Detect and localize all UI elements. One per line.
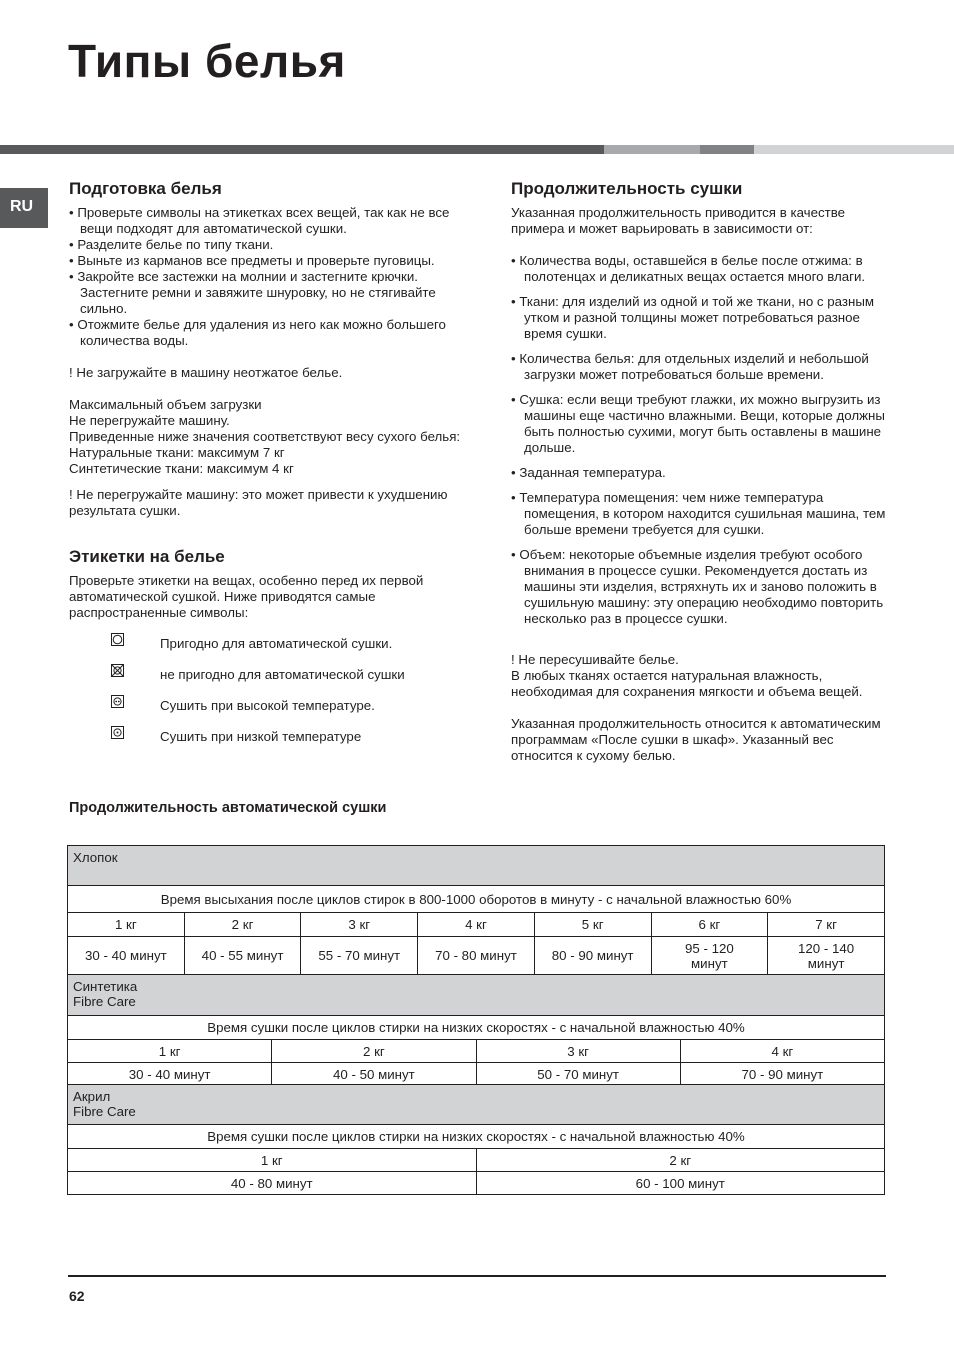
prep-warning: ! Не загружайте в машину неотжатое белье.: [69, 365, 343, 380]
duration-intro: Указанная продолжительность приводится в качестве примера и может варьировать в зависимости от:: [511, 205, 846, 236]
duration-bullet: • Температура помещения: чем ниже температура помещения, в котором находится сушильная машина, тем больше времени требуется для сушки.: [511, 490, 886, 537]
time-cell: 40 - 55 минут: [184, 937, 301, 975]
symbol-row: [69, 695, 464, 726]
header-bar-light: [604, 145, 700, 154]
weight-cell: 1 кг: [68, 913, 185, 937]
tumble-dry-icon: [111, 633, 124, 646]
footer-divider: [68, 1275, 886, 1277]
header-bar-mid: [700, 145, 754, 154]
overdry-warning: ! Не пересушивайте белье.: [511, 652, 679, 667]
tumble-dry-low-icon: [111, 726, 124, 739]
language-tab: RU: [0, 188, 48, 228]
acrylic-section-label: [68, 1085, 885, 1125]
duration-bullet: • Объем: некоторые объемные изделия требуют особого внимания в процессе сушки. Рекомендуется достать из машины эти изделия, встряхнуть их и заново положить в сушильную машину: эту операцию необходимо повторить несколько раз в процессе сушки.: [511, 547, 884, 626]
time-cell: 40 - 80 минут: [68, 1172, 477, 1195]
acrylic-description: Время сушки после циклов стирки на низких скоростях - с начальной влажностью 40%: [68, 1125, 885, 1149]
prep-bullet: • Разделите белье по типу ткани.: [69, 237, 274, 252]
load-line: Натуральные ткани: максимум 7 кг: [69, 445, 285, 460]
duration-bullet: • Заданная температура.: [511, 465, 666, 480]
time-cell: 55 - 70 минут: [301, 937, 418, 975]
time-cell: 70 - 80 минут: [418, 937, 535, 975]
right-column: [511, 178, 896, 764]
time-cell: 30 - 40 минут: [68, 1063, 272, 1086]
time-cell: 50 - 70 минут: [476, 1063, 680, 1086]
weight-cell: 1 кг: [68, 1040, 272, 1063]
overdry-text: В любых тканях остается натуральная влажность, необходимая для сохранения мягкости и объема вещей.: [511, 668, 863, 699]
time-cell: 80 - 90 минут: [534, 937, 651, 975]
cotton-section-label: Хлопок: [68, 846, 885, 886]
prep-bullet: • Проверьте символы на этикетках всех вещей, так как не все вещи подходят для автоматической сушки.: [69, 205, 450, 236]
load-line: Приведенные ниже значения соответствуют весу сухого белья:: [69, 429, 461, 444]
time-cell: 70 - 90 минут: [680, 1063, 884, 1086]
load-line: Синтетические ткани: максимум 4 кг: [69, 461, 294, 476]
weight-cell: 3 кг: [476, 1040, 680, 1063]
time-cell: 40 - 50 минут: [272, 1063, 476, 1086]
weight-cell: 5 кг: [534, 913, 651, 937]
duration-heading: Продолжительность сушки: [511, 179, 743, 198]
weight-cell: 6 кг: [651, 913, 768, 937]
load-line: Не перегружайте машину.: [69, 413, 230, 428]
page-title: Типы белья: [68, 35, 346, 87]
page-number: 62: [69, 1288, 85, 1304]
symbol-label: не пригодно для автоматической сушки: [160, 667, 405, 682]
cotton-table: [67, 845, 885, 975]
weight-cell: 3 кг: [301, 913, 418, 937]
table-title: Продолжительность автоматической сушки: [69, 800, 387, 816]
synthetic-description: Время сушки после циклов стирки на низких скоростях - с начальной влажностью 40%: [68, 1016, 885, 1040]
weight-cell: 7 кг: [768, 913, 885, 937]
duration-note: Указанная продолжительность относится к автоматическим программам «После сушки в шкаф». Указанный вес относится к сухому белью.: [511, 716, 881, 763]
weight-cell: 2 кг: [272, 1040, 476, 1063]
labels-heading: Этикетки на белье: [69, 547, 225, 566]
no-tumble-dry-icon: [111, 664, 124, 677]
duration-bullet: • Сушка: если вещи требуют глажки, их можно выгрузить из машины еще частично влажными. Вещи, которые должны быть полностью сухими, могут быть оставлены в машине дольше.: [511, 392, 885, 455]
prep-bullet: • Отожмите белье для удаления из него как можно большего количества воды.: [69, 317, 446, 348]
synthetic-name: Синтетика: [73, 979, 138, 994]
synthetic-sub: Fibre Care: [73, 994, 136, 1009]
load-line: Максимальный объем загрузки: [69, 397, 262, 412]
header-bar-pale: [754, 145, 954, 154]
time-cell: 60 - 100 минут: [476, 1172, 885, 1195]
synthetic-table: [67, 974, 885, 1086]
time-cell: 30 - 40 минут: [68, 937, 185, 975]
prep-bullet: • Закройте все застежки на молнии и застегните крючки. Застегните ремни и завяжите шнуровку, но не стягивайте сильно.: [69, 269, 436, 316]
duration-bullet: • Ткани: для изделий из одной и той же ткани, но с разным утком и разной толщины может потребоваться разное время сушки.: [511, 294, 875, 341]
time-cell: 120 - 140 минут: [768, 937, 885, 975]
cotton-description: Время высыхания после циклов стирок в 800-1000 оборотов в минуту - с начальной влажностью 60%: [68, 886, 885, 913]
acrylic-sub: Fibre Care: [73, 1104, 136, 1119]
duration-bullet: • Количества воды, оставшейся в белье после отжима: в полотенцах и деликатных вещах остается много влаги.: [511, 253, 866, 284]
header-bar-dark: [0, 145, 604, 154]
symbol-label: Пригодно для автоматической сушки.: [160, 636, 393, 651]
prep-heading: Подготовка белья: [69, 179, 222, 198]
weight-cell: 4 кг: [418, 913, 535, 937]
symbol-row: [69, 726, 464, 757]
prep-bullet: • Выньте из карманов все предметы и проверьте пуговицы.: [69, 253, 435, 268]
labels-intro: Проверьте этикетки на вещах, особенно перед их первой автоматической сушкой. Ниже приводятся самые распространенные символы:: [69, 573, 424, 620]
weight-cell: 4 кг: [680, 1040, 884, 1063]
symbol-row: [69, 664, 464, 695]
tumble-dry-high-icon: [111, 695, 124, 708]
weight-cell: 2 кг: [184, 913, 301, 937]
left-column: [69, 178, 464, 757]
symbol-row: [69, 633, 464, 664]
time-cell: 95 - 120 минут: [651, 937, 768, 975]
duration-bullet: • Количества белья: для отдельных изделий и небольшой загрузки может потребоваться больше времени.: [511, 351, 869, 382]
symbol-label: Сушить при высокой температуре.: [160, 698, 375, 713]
symbol-label: Сушить при низкой температуре: [160, 729, 362, 744]
weight-cell: 2 кг: [476, 1149, 885, 1172]
weight-cell: 1 кг: [68, 1149, 477, 1172]
acrylic-table: [67, 1084, 885, 1195]
synthetic-section-label: [68, 975, 885, 1016]
overload-warning: ! Не перегружайте машину: это может привести к ухудшению результата сушки.: [69, 487, 448, 518]
acrylic-name: Акрил: [73, 1089, 111, 1104]
